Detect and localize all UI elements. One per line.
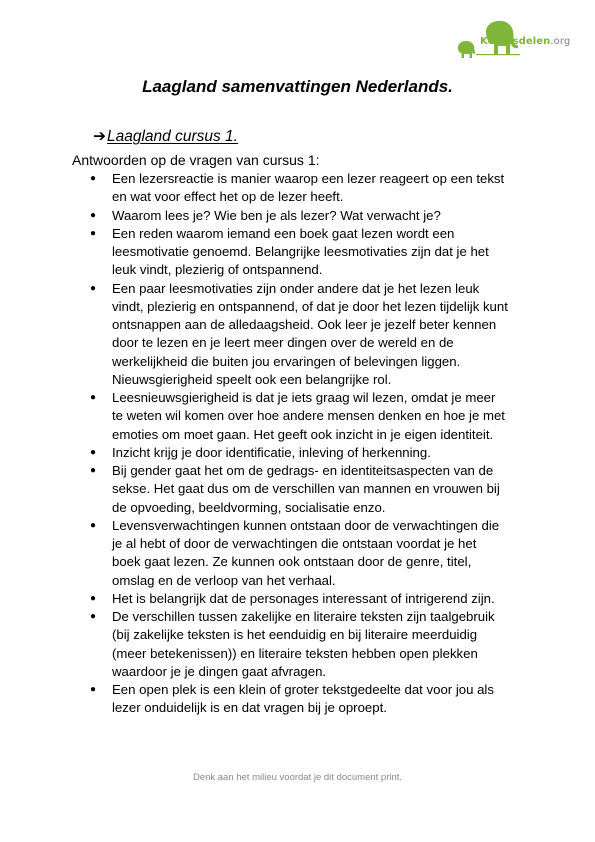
arrow-right-icon: ➔ [93, 128, 106, 145]
list-item-text: Een open plek is een klein of groter tekstgedeelte dat voor jou als lezer onduidelijk is en dat vragen bij je oproept. [112, 682, 494, 716]
bullet-icon: ● [90, 173, 97, 184]
list-item [84, 517, 508, 590]
list-item-text: Waarom lees je? Wie ben je als lezer? Wat verwacht je? [112, 207, 441, 223]
list-item-text: Een lezersreactie is manier waarop een lezer reageert op een tekst en wat voor effect het op de lezer heeft. [112, 171, 505, 205]
list-item-text: Inzicht krijg je door identificatie, inleving of herkenning. [112, 444, 431, 460]
bullet-icon: ● [90, 684, 97, 695]
list-item [84, 444, 508, 462]
list-item [84, 462, 508, 517]
footer-note: Denk aan het milieu voordat je dit document print. [192, 772, 403, 783]
logo-brand-text: Kennisdelen [480, 36, 551, 47]
list-item-text: Een reden waarom iemand een boek gaat lezen wordt een leesmotivatie genoemd. Belangrijke leesmotivaties zijn dat je het leuk vindt, plezierig of ontspannend. [112, 225, 489, 278]
list-item-text: Bij gender gaat het om de gedrags- en identiteitsaspecten van de sekse. Het gaat dus om de verschillen van mannen en vrouwen bij de opvoeding, beeldvorming, socialisatie enzo. [112, 463, 500, 515]
list-item [84, 590, 508, 608]
list-item-text: Het is belangrijk dat de personages interessant of intrigerend zijn. [112, 590, 495, 606]
logo-domain-text: .org [550, 36, 571, 47]
intro-text: Antwoorden op de vragen van cursus 1: [72, 152, 320, 168]
bullet-icon: ● [90, 611, 97, 622]
bullet-icon: ● [90, 227, 97, 239]
list-item [84, 280, 508, 390]
list-item [84, 225, 508, 280]
list-item [84, 608, 508, 681]
list-item [84, 681, 508, 718]
bullet-icon: ● [90, 592, 97, 604]
list-item-text: De verschillen tussen zakelijke en literaire teksten zijn taalgebruik (bij zakelijke teksten is het eenduidig en bij literaire meerduidig (meer betekenissen)) en literaire teksten hebben open plekken waardoor je je dingen gaat afvragen. [112, 609, 495, 679]
section-heading [93, 127, 238, 147]
logo-wordmark [480, 36, 570, 47]
list-item [84, 207, 508, 225]
bullet-icon: ● [90, 465, 97, 476]
list-item [84, 389, 508, 444]
site-logo [456, 14, 576, 60]
answer-list [84, 170, 508, 718]
bullet-icon: ● [90, 282, 97, 294]
list-item [84, 170, 508, 207]
list-item-text: Levensverwachtingen kunnen ontstaan door de verwachtingen die je al hebt of door de verwachtingen die ontstaan voordat je het boek gaat lezen. Ze kunnen ook ontstaan door de genre, titel, omslag en de verloop van het verhaal. [112, 517, 500, 588]
bullet-icon: ● [90, 446, 97, 458]
bullet-icon: ● [90, 392, 97, 403]
list-item-text: Een paar leesmotivaties zijn onder andere dat je het lezen leuk vindt, plezierig en ontspannend, of dat je door het lezen tijdelijk kunt ontsnappen aan de alledaagsheid. Ook leer je jezelf beter kennen door te lezen en je leert meer dingen over de wereld en de werkelijkheid die buiten jou ervaringen of belevingen liggen. Nieuwsgierigheid speelt ook een belangrijke rol. [112, 280, 508, 387]
bullet-icon: ● [90, 209, 97, 221]
section-heading-text: Laagland cursus 1. [107, 128, 238, 145]
document-title: Laagland samenvattingen Nederlands. [142, 77, 453, 96]
bullet-icon: ● [90, 519, 97, 531]
list-item-text: Leesnieuwsgierigheid is dat je iets graag wil lezen, omdat je meer te weten wil komen over hoe andere mensen denken en hoe je met emoties om moet gaan. Het geeft ook inzicht in je eigen identiteit. [112, 390, 505, 442]
